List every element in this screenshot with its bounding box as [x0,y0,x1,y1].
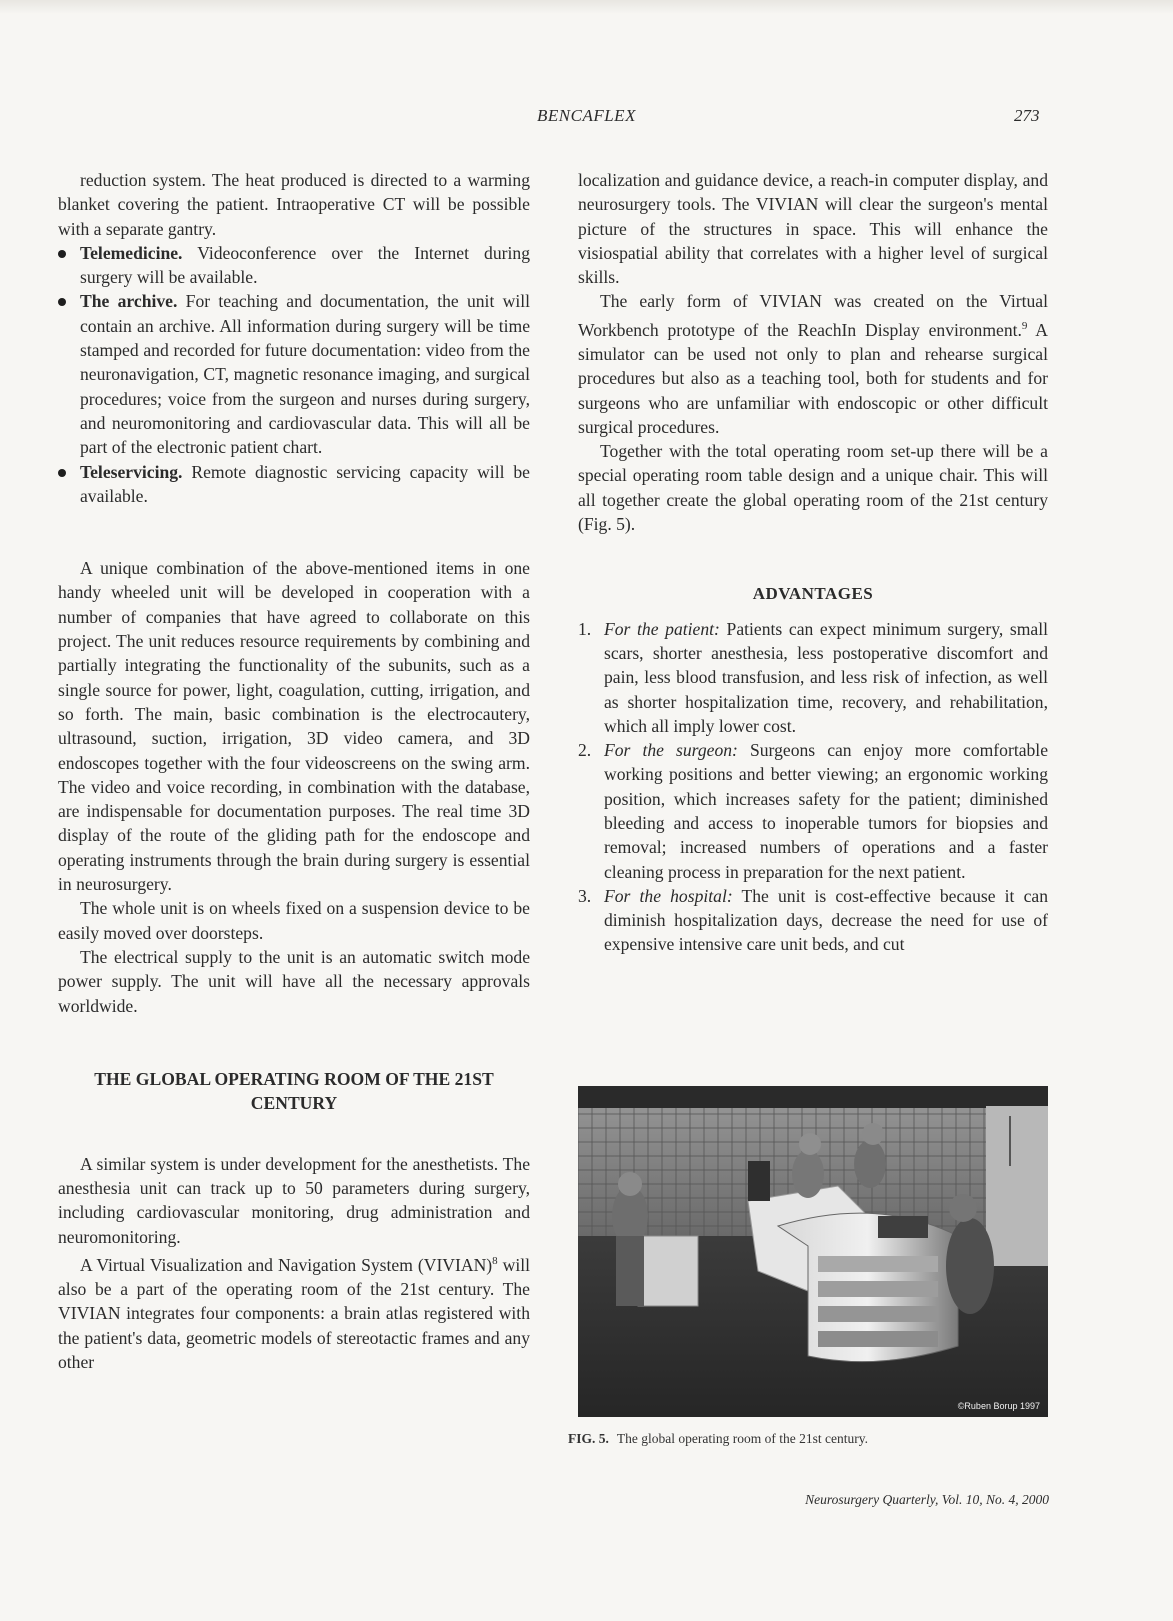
paragraph-combination: A unique combination of the above-mentioned items in one handy wheeled unit will be developed in cooperation with a number of companies that have agreed to collaborate on this project. The unit reduces resource requirements by combining and partially integrating the functionality of the subunits, such as a single source for power, light, coagulation, cutting, irrigation, and so forth. The main, basic combination is the electrocautery, ultrasound, suction, irrigation, 3D video camera, and 3D endoscopes together with the four videoscreens on the swing arm. The video and voice recording, in combination with the database, are indispensable for documentation purposes. The real time 3D display of the route of the gliding path for the endoscope and operating instruments through the brain during surgery is essential in neurosurgery. [58,558,530,895]
bullet-text: Videoconference over the Internet during surgery will be available. [80,242,530,288]
advantage-hospital [578,884,1048,957]
advantage-label: For the hospital: [604,885,733,906]
scan-edge [0,0,1173,14]
bullet-telemedicine [58,241,530,290]
paragraph-early-form [578,289,1048,439]
advantage-surgeon [578,738,1048,884]
bullet-text: Remote diagnostic servicing capacity will be available. [80,461,530,506]
bullet-archive [58,289,530,459]
paragraph-wheels: The whole unit is on wheels fixed on a suspension device to be easily moved over doorsteps. [58,898,530,943]
right-column [578,168,1048,957]
list-number: 3. [578,885,592,906]
feature-bullet-list [58,241,530,508]
figure-caption-text: The global operating room of the 21st century. [616,1431,868,1446]
paragraph-vivian [58,1249,530,1374]
paragraph-together: Together with the total operating room set-up there will be a special operating room table design and a unique chair. This will all together create the global operating room of the 21st century (Fig. 5). [578,441,1048,535]
early-text-a: The early form of VIVIAN was created on the Virtual Workbench prototype of the ReachIn Display environment. [578,291,1048,340]
list-number: 1. [578,618,592,639]
running-header: BENCAFLEX [537,106,636,125]
operating-room-render [578,1086,1048,1417]
advantage-patient [578,617,1048,738]
advantages-heading: ADVANTAGES [752,584,874,604]
bullet-dot-icon [58,469,66,477]
bullet-dot-icon [58,298,66,306]
figure-caption [568,1431,1048,1447]
bullet-dot-icon [58,250,66,258]
image-credit: ©Ruben Borup 1997 [957,1401,1040,1411]
list-number: 2. [578,740,592,761]
advantage-text: The unit is cost-effective because it can diminish hospitalization days, decrease the need for use of expensive intensive care unit beds, and cut [604,885,1048,955]
section-heading: THE GLOBAL OPERATING ROOM OF THE 21ST CENTURY [94,1068,494,1113]
bullet-term: The archive. [80,291,178,312]
reference-superscript: 9 [1021,319,1028,332]
bullet-term: Telemedicine. [80,242,183,263]
advantage-label: For the patient: [604,618,720,639]
paragraph-anesthesia: A similar system is under development for the anesthetists. The anesthesia unit can track up to 50 parameters during surgery, including cardiovascular monitoring, drug administration and neuromonitoring. [58,1153,530,1247]
paragraph-continued: reduction system. The heat produced is directed to a warming blanket covering the patient. Intraoperative CT will be possible with a separate gantry. [58,170,530,239]
advantage-text: Surgeons can enjoy more comfortable working positions and better viewing; an ergonomic working position, which increases safety for the patient; diminished bleeding and access to inoperable tumors for biopsies and removal; increased numbers of operations and a faster cleaning process in preparation for the next patient. [604,740,1049,882]
bullet-teleservicing [58,460,530,509]
advantage-label: For the surgeon: [604,740,738,761]
figure-label: FIG. 5. [568,1431,609,1446]
journal-footer: Neurosurgery Quarterly, Vol. 10, No. 4, 2000 [805,1492,1049,1507]
paragraph-power-supply: The electrical supply to the unit is an automatic switch mode power supply. The unit will have all the necessary approvals worldwide. [58,946,530,1016]
bullet-term: Teleservicing. [80,461,183,482]
vivian-text-a: A Virtual Visualization and Navigation System (VIVIAN) [80,1254,493,1275]
page-number: 273 [1014,106,1040,125]
reference-superscript: 8 [492,1254,498,1267]
early-text-b: A simulator can be used not only to plan and rehearse surgical procedures but also as a teaching tool, both for students and for surgeons who are unfamiliar with endoscopic or other difficult surgical procedures. [578,319,1048,437]
vivian-text-b: will also be a part of the operating room of the 21st century. The VIVIAN integrates four components: a brain atlas registered with the patient's data, geometric models of stereotactic frames and any other [58,1254,530,1373]
left-column [58,168,530,1374]
figure-operating-room-image [578,1086,1048,1417]
advantage-text: Patients can expect minimum surgery, small scars, shorter anesthesia, less postoperative discomfort and pain, less blood transfusion, and less risk of infection, as well as shorter hospitalization time, recovery, and rehabilitation, which all imply lower cost. [604,618,1049,736]
paragraph-continued: localization and guidance device, a reach-in computer display, and neurosurgery tools. The VIVIAN will clear the surgeon's mental picture of the structures in space. This will enhance the visiospatial ability that correlates with a higher level of surgical skills. [578,170,1048,288]
advantages-list [578,617,1048,957]
bullet-text: For teaching and documentation, the unit will contain an archive. All information during surgery will be time stamped and recorded for future documentation: video from the neuronavigation, CT, magnetic resonance imaging, and surgical procedures; voice from the surgeon and nurses during surgery, and neuromonitoring and cardiovascular data. This will all be part of the electronic patient chart. [80,291,530,458]
